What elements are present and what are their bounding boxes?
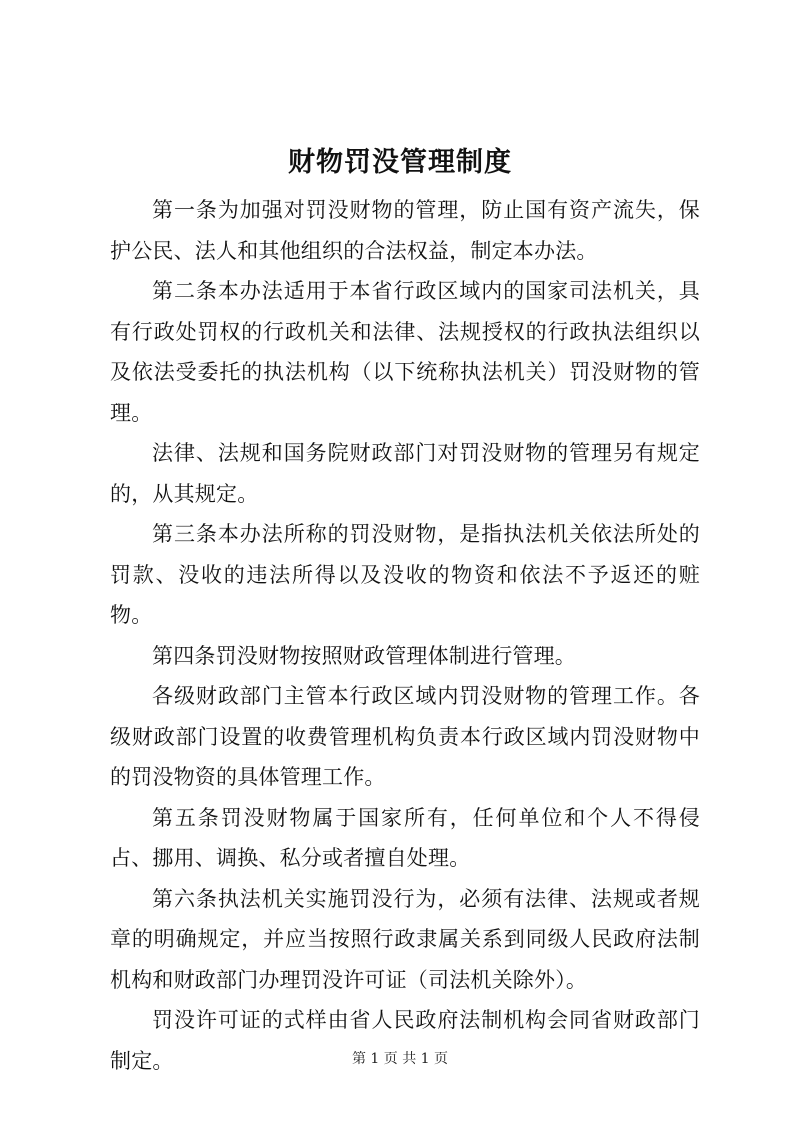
paragraph-article-6: 第六条执法机关实施罚没行为，必须有法律、法规或者规章的明确规定，并应当按照行政隶属关系到同级人民政府法制机构和财政部门办理罚没许可证（司法机关除外）。 xyxy=(110,886,700,992)
paragraph-article-2: 第二条本办法适用于本省行政区域内的国家司法机关，具有行政处罚权的行政机关和法律、法规授权的行政执法组织以及依法受委托的执法机构（以下统称执法机关）罚没财物的管理。 xyxy=(110,279,700,425)
paragraph-article-1: 第一条为加强对罚没财物的管理，防止国有资产流失，保护公民、法人和其他组织的合法权益，制定本办法。 xyxy=(110,198,700,263)
paragraph-article-2-note: 法律、法规和国务院财政部门对罚没财物的管理另有规定的，从其规定。 xyxy=(110,441,700,506)
paragraph-article-4: 第四条罚没财物按照财政管理体制进行管理。 xyxy=(152,643,576,668)
page-number-footer: 第 1 页 共 1 页 xyxy=(351,1051,449,1067)
paragraph-article-4-note: 各级财政部门主管本行政区域内罚没财物的管理工作。各级财政部门设置的收费管理机构负责本行政区域内罚没财物中的罚没物资的具体管理工作。 xyxy=(110,684,700,789)
document-body xyxy=(110,190,700,1081)
document-title: 财物罚没管理制度 xyxy=(288,147,512,178)
paragraph-article-3: 第三条本办法所称的罚没财物，是指执法机关依法所处的罚款、没收的违法所得以及没收的物资和依法不予返还的赃物。 xyxy=(110,522,700,627)
paragraph-article-5: 第五条罚没财物属于国家所有，任何单位和个人不得侵占、挪用、调换、私分或者擅自处理。 xyxy=(110,805,700,870)
paragraph-article-6-note: 罚没许可证的式样由省人民政府法制机构会同省财政部门制定。 xyxy=(110,1008,700,1073)
